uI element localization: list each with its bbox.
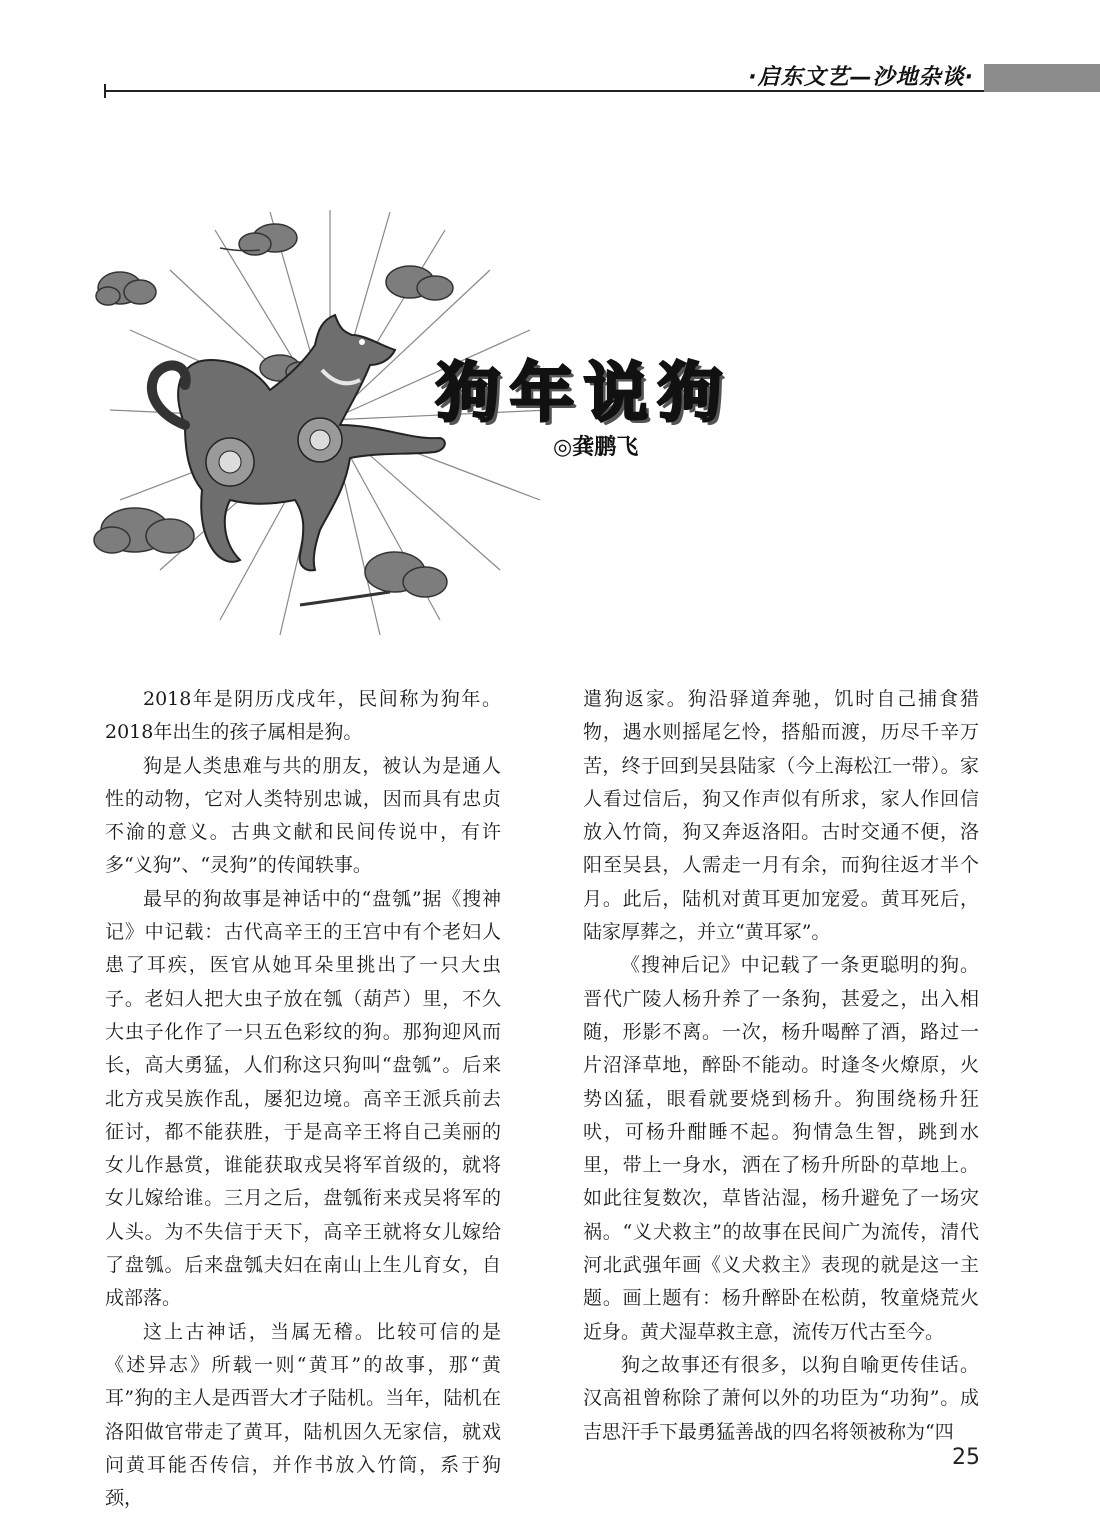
paragraph: 这上古神话，当属无稽。比较可信的是《述异志》所载一则“黄耳”的故事，那“黄耳”狗的主人是西晋大才子陆机。当年，陆机在洛阳做官带走了黄耳，陆机因久无家信，就戏问黄耳能否传信，并作书放入竹筒，系于狗颈， [105,1320,501,1510]
paragraph: 遣狗返家。狗沿驿道奔驰，饥时自己捕食猎物，遇水则摇尾乞怜，搭船而渡，历尽千辛万苦，终于回到吴县陆家（今上海松江一带）。家人看过信后，狗又作声似有所求，家人作回信放入竹筒，狗又奔返洛阳。古时交通不便，洛阳至吴县，人需走一月有余，而狗往返才半个月。此后，陆机对黄耳更加宠爱。黄耳死后，陆家厚葬之，并立“黄耳冢”。 [583,688,979,944]
paragraph: 最早的狗故事是神话中的“盘瓠”据《搜神记》中记载：古代高辛王的王宫中有个老妇人患了耳疾，医官从她耳朵里挑出了一只大虫子。老妇人把大虫子放在瓠（葫芦）里，不久大虫子化作了一只五色彩纹的狗。那狗迎风而长，高大勇猛，人们称这只狗叫“盘瓠”。后来北方戎吴族作乱，屡犯边境。高辛王派兵前去征讨，都不能获胜，于是高辛王将自己美丽的女儿作悬赏，谁能获取戎吴将军首级的，就将女儿嫁给谁。三月之后，盘瓠衔来戎吴将军的人头。为不失信于天下，高辛王就将女儿嫁给了盘瓠。后来盘瓠夫妇在南山上生儿育女，自成部落。 [105,887,501,1310]
cloud-icon [96,272,156,305]
paragraph: 《搜神后记》中记载了一条更聪明的狗。晋代广陵人杨升养了一条狗，甚爱之，出入相随，形影不离。一次，杨升喝醉了酒，路过一片沼泽草地，醉卧不能动。时逢冬火燎原，火势凶猛，眼看就要烧到杨升。狗围绕杨升狂吠，可杨升酣睡不起。狗情急生智，跳到水里，带上一身水，洒在了杨升所卧的草地上。如此往复数次，草皆沾湿，杨升避免了一场灾祸。“义犬救主”的故事在民间广为流传，清代河北武强年画《义犬救主》表现的就是这一主题。画上题有：杨升醉卧在松荫，牧童烧荒火近身。黄犬湿草救主意，流传万代古至今。 [583,954,979,1343]
paragraph: 狗是人类患难与共的朋友，被认为是通人性的动物，它对人类特别忠诚，因而具有忠贞不渝的意义。古典文献和民间传说中，有许多“义狗”、“灵狗”的传闻轶事。 [105,754,501,877]
article-byline: ◎龚鹏飞 [553,435,639,460]
cloud-icon [300,552,447,605]
paragraph: 2018年是阴历戊戌年，民间称为狗年。2018年出生的孩子属相是狗。 [105,688,501,744]
article-title: 狗年说狗 [436,357,732,431]
cloud-icon [386,266,453,300]
article-column-left [105,683,501,1515]
cloud-icon [94,508,194,553]
paragraph: 狗之故事还有很多，以狗自喻更传佳话。汉高祖曾称除了萧何以外的功臣为“功狗”。成吉思汗手下最勇猛善战的四名将领被称为“四 [583,1353,979,1443]
page-number: 25 [952,1445,980,1470]
cloud-icon [220,224,297,255]
article-column-right [583,683,979,1449]
running-header: ·启东文艺—沙地杂谈· [748,65,974,90]
header-bar [984,64,1100,92]
